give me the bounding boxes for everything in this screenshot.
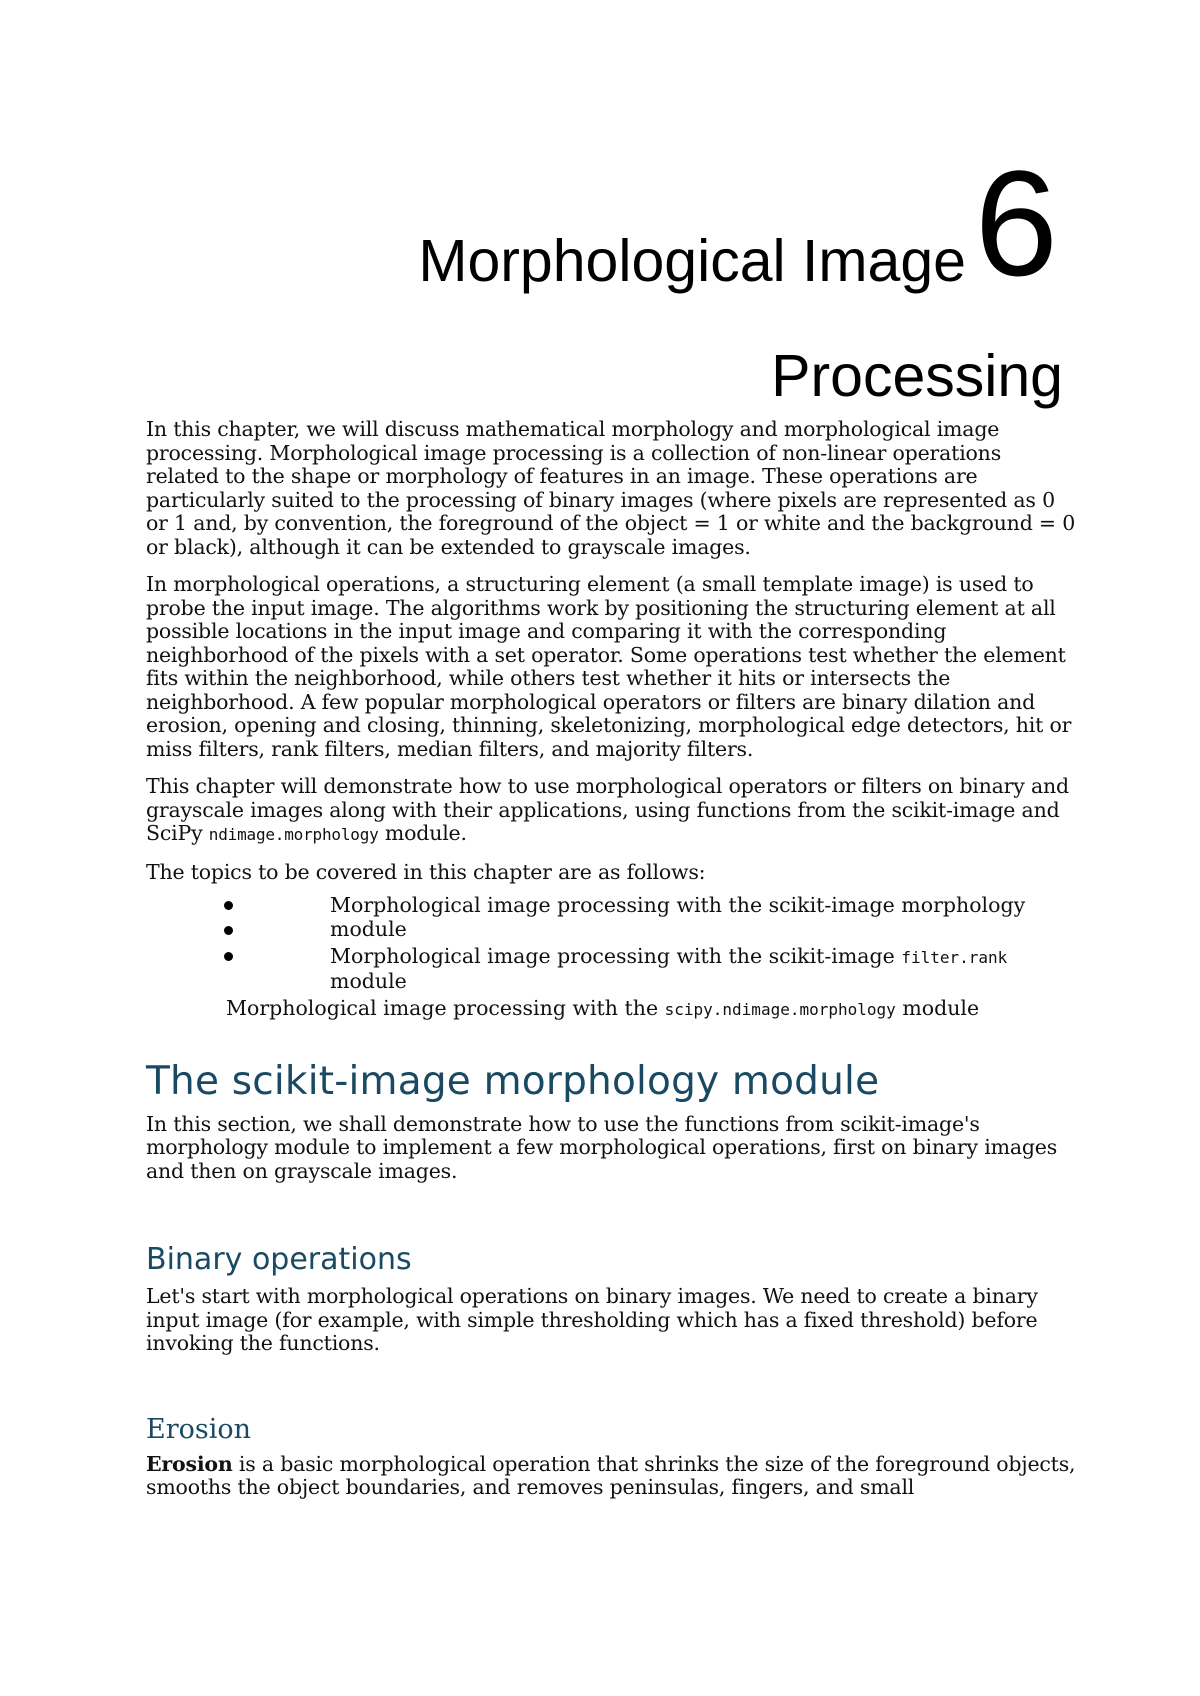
inline-code-scipy-ndimage-morphology: scipy.ndimage.morphology bbox=[664, 1000, 896, 1019]
chapter-title-line-1: Morphological Image bbox=[418, 228, 966, 294]
section-heading-binary-operations: Binary operations bbox=[146, 1242, 412, 1277]
section2-paragraph: Let's start with morphological operations on binary images. We need to create a binary input image (for example, with simple thresholding which has a fixed threshold) before invoking the functions. bbox=[146, 1284, 1038, 1355]
intro-p3-end: module. bbox=[378, 821, 467, 845]
topics-list bbox=[146, 894, 1076, 993]
erosion-term: Erosion bbox=[146, 1451, 233, 1476]
intro-paragraph-3 bbox=[146, 775, 1076, 847]
chapter-number: 6 bbox=[974, 139, 1058, 307]
section-heading-scikit-image-morphology: The scikit-image morphology module bbox=[146, 1058, 880, 1104]
inline-code-filter-rank: filter.rank bbox=[901, 948, 1008, 967]
erosion-paragraph bbox=[146, 1453, 1076, 1500]
chapter-content bbox=[146, 418, 1076, 1514]
bullet-icon bbox=[224, 926, 233, 935]
topic-item-2-end: module bbox=[330, 968, 407, 993]
topic-item-3 bbox=[146, 997, 1076, 1022]
section1-paragraph: In this section, we shall demonstrate how to use the functions from scikit-image's morphology module to implement a few morphological operations, first on binary images and then on grayscale images. bbox=[146, 1111, 1058, 1183]
inline-code-ndimage-morphology: ndimage.morphology bbox=[208, 825, 379, 844]
topic-item-1 bbox=[146, 894, 1076, 941]
section-heading-erosion: Erosion bbox=[146, 1413, 252, 1445]
intro-p3-text: This chapter will demonstrate how to use morphological operators or filters on binary and grayscale images along with their applications, using functions from the scikit-image and SciPy bbox=[146, 774, 1069, 845]
topic-item-2 bbox=[146, 945, 1076, 993]
topic-item-1-text: Morphological image processing with the scikit-image morphology module bbox=[330, 893, 1026, 941]
bullet-icon bbox=[224, 901, 233, 910]
chapter-title-line-2: Processing bbox=[771, 343, 1063, 409]
intro-paragraph-1: In this chapter, we will discuss mathematical morphology and morphological image processing. Morphological image processing is a collection of non-linear operations related to the shape or morphology of features in an image. These operations are particularly suited to the processing of binary images (where pixels are represented as 0 or 1 and, by convention, the foreground of the object = 1 or white and the background = 0 or black), although it can be extended to grayscale images. bbox=[146, 417, 1076, 559]
intro-paragraph-2: In morphological operations, a structuring element (a small template image) is used to probe the input image. The algorithms work by positioning the structuring element at all possible locations in the input image and comparing it with the corresponding neighborhood of the pixels with a set operator. Some operations test whether the element fits within the neighborhood, while others test whether it hits or intersects the neighborhood. A few popular morphological operators or filters are binary dilation and erosion, opening and closing, thinning, skeletonizing, morphological edge detectors, hit or miss filters, rank filters, median filters, and majority filters. bbox=[146, 572, 1072, 761]
topics-intro: The topics to be covered in this chapter are as follows: bbox=[146, 859, 706, 884]
topic-item-3-end: module bbox=[895, 996, 980, 1020]
bullet-icon bbox=[224, 952, 233, 961]
erosion-text: is a basic morphological operation that shrinks the size of the foreground objects, smooths the object boundaries, and removes peninsulas, fingers, and small bbox=[146, 1451, 1076, 1499]
topic-item-3-text: Morphological image processing with the bbox=[226, 996, 665, 1020]
topic-item-2-text: Morphological image processing with the scikit-image bbox=[330, 944, 902, 968]
